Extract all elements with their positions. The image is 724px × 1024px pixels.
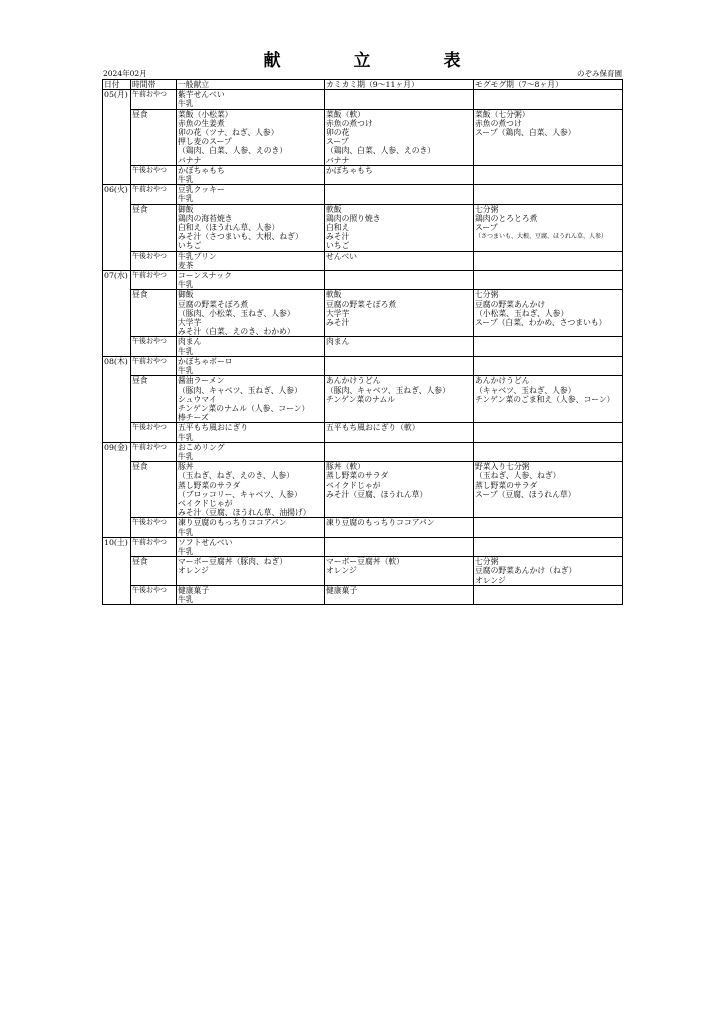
menu-item: オレンジ: [326, 566, 357, 576]
menu-item: 大学芋: [178, 318, 202, 328]
menu-cell-general: [177, 271, 325, 290]
menu-cell-general: [177, 204, 325, 251]
menu-item: コーンスナック: [178, 271, 232, 281]
menu-item: おこめリング: [178, 442, 225, 452]
time-slot: 午後おやつ: [131, 165, 177, 184]
menu-cell-mogumogu: [474, 518, 623, 537]
menu-cell-general: [177, 290, 325, 337]
menu-item: （鶏肉、白菜、人参、えのき）: [178, 146, 288, 156]
menu-cell-mogumogu: [474, 185, 623, 204]
menu-cell-kamikami: [325, 165, 474, 184]
menu-item: チンゲン菜のナムル: [326, 394, 396, 404]
menu-item: マーボー豆腐丼（軟）: [326, 557, 404, 567]
menu-item: 牛乳: [178, 594, 194, 604]
menu-item: 赤魚の煮つけ: [475, 118, 522, 128]
menu-item: チンゲン菜のごま和え（人参、コーン）: [475, 394, 615, 404]
time-slot: 午前おやつ: [131, 356, 177, 375]
header-row: [103, 80, 623, 90]
menu-item: 軟飯: [326, 204, 342, 214]
menu-item: スープ: [475, 223, 498, 233]
menu-item: 鶏肉の海苔焼き: [178, 213, 233, 223]
menu-item: 蒸し野菜のサラダ: [475, 480, 538, 490]
day-label: 05(月): [103, 90, 131, 185]
menu-item: みそ汁（白菜、えのき、わかめ）: [178, 327, 295, 337]
time-slot: 午前おやつ: [131, 537, 177, 556]
menu-item: かぼちゃボーロ: [178, 356, 233, 366]
menu-cell-kamikami: [325, 90, 474, 109]
menu-cell-mogumogu: [474, 462, 623, 518]
menu-item: みそ汁: [326, 318, 350, 328]
menu-item: バナナ: [326, 155, 350, 165]
menu-item: いちご: [326, 241, 350, 251]
menu-item: 牛乳: [178, 546, 194, 556]
table-row: [103, 109, 623, 165]
menu-cell-kamikami: [325, 557, 474, 586]
table-row: [103, 251, 623, 270]
menu-cell-kamikami: [325, 251, 474, 270]
menu-item: 豆腐の野菜そぼろ煮: [326, 299, 397, 309]
menu-item: 豚丼（軟）: [326, 462, 365, 472]
menu-item: 卯の花: [326, 128, 350, 138]
menu-table: [102, 79, 623, 605]
table-row: [103, 376, 623, 423]
menu-cell-kamikami: [325, 204, 474, 251]
menu-item: 豚丼: [178, 462, 194, 472]
menu-item: 七分粥: [475, 290, 499, 300]
time-slot: 昼食: [131, 290, 177, 337]
menu-cell-kamikami: [325, 442, 474, 461]
menu-item: スープ（豆腐、ほうれん草）: [475, 489, 576, 499]
menu-cell-general: [177, 442, 325, 461]
menu-item: スープ: [326, 137, 349, 147]
menu-item: 豆腐の野菜あんかけ: [475, 299, 546, 309]
header-meta: [103, 68, 622, 79]
menu-item: 蒸し野菜のサラダ: [178, 480, 241, 490]
menu-cell-general: [177, 90, 325, 109]
menu-cell-kamikami: [325, 518, 474, 537]
table-row: [103, 518, 623, 537]
menu-item: 鶏肉の照り焼き: [326, 213, 381, 223]
menu-cell-general: [177, 165, 325, 184]
time-slot: 昼食: [131, 204, 177, 251]
menu-cell-mogumogu: [474, 251, 623, 270]
menu-item: みそ汁（豆腐、ほうれん草）: [326, 489, 428, 499]
menu-cell-general: [177, 376, 325, 423]
table-row: [103, 585, 623, 604]
menu-cell-mogumogu: [474, 204, 623, 251]
menu-cell-kamikami: [325, 376, 474, 423]
menu-item: チンゲン菜のナムル（人参、コーン）: [178, 403, 310, 413]
menu-item: 御飯: [178, 204, 194, 214]
menu-cell-general: [177, 585, 325, 604]
menu-cell-mogumogu: [474, 290, 623, 337]
menu-item: オレンジ: [475, 575, 506, 585]
menu-item: ソフトせんべい: [178, 537, 233, 547]
header-day: 日付: [103, 80, 131, 90]
time-slot: 午後おやつ: [131, 585, 177, 604]
menu-item: （小松菜、玉ねぎ、人参）: [475, 308, 569, 318]
time-slot: 午前おやつ: [131, 185, 177, 204]
table-row: [103, 185, 623, 204]
header-mogumogu: モグモグ期（7～8ヶ月）: [474, 80, 623, 90]
menu-item: マーボー豆腐丼（豚肉、ねぎ）: [178, 557, 288, 567]
header-kamikami: カミカミ期（9～11ヶ月）: [325, 80, 474, 90]
menu-item: 御飯: [178, 290, 194, 300]
header-general: 一般献立: [177, 80, 325, 90]
menu-item: 赤魚の生姜煮: [178, 118, 225, 128]
menu-item: かぼちゃもち: [178, 165, 225, 175]
menu-cell-general: [177, 185, 325, 204]
menu-item: あんかけうどん: [326, 376, 381, 386]
menu-item: スープ（白菜、わかめ、さつまいも）: [475, 318, 607, 328]
menu-cell-kamikami: [325, 337, 474, 356]
table-row: [103, 165, 623, 184]
menu-item: （豚肉、キャベツ、玉ねぎ、人参）: [326, 385, 450, 395]
time-slot: 昼食: [131, 376, 177, 423]
menu-cell-kamikami: [325, 423, 474, 442]
menu-item: 牛乳プリン: [178, 251, 217, 261]
menu-item: シュウマイ: [178, 394, 217, 404]
menu-item: 健康菓子: [326, 585, 358, 595]
menu-item: 七分粥: [475, 557, 499, 567]
time-slot: 午後おやつ: [131, 251, 177, 270]
menu-item: 大学芋: [326, 308, 350, 318]
menu-item: 牛乳: [178, 346, 194, 356]
menu-item: 五平もち風おにぎり: [178, 423, 249, 433]
time-slot: 午前おやつ: [131, 271, 177, 290]
menu-cell-general: [177, 537, 325, 556]
table-row: [103, 90, 623, 109]
menu-item: 牛乳: [178, 194, 194, 204]
menu-item: 豆腐の野菜そぼろ煮: [178, 299, 249, 309]
menu-cell-mogumogu: [474, 557, 623, 586]
menu-cell-mogumogu: [474, 442, 623, 461]
menu-cell-kamikami: [325, 109, 474, 165]
menu-item: 紫芋せんべい: [178, 90, 225, 100]
menu-item: オレンジ: [178, 566, 209, 576]
table-row: [103, 537, 623, 556]
menu-item: 豆乳クッキー: [178, 185, 225, 195]
day-label: 08(木): [103, 356, 131, 442]
time-slot: 午前おやつ: [131, 90, 177, 109]
menu-item: 五平もち風おにぎり（軟）: [326, 423, 420, 433]
menu-item: 卯の花（ツナ、ねぎ、人参）: [178, 128, 279, 138]
menu-cell-general: [177, 337, 325, 356]
menu-item: 健康菓子: [178, 585, 210, 595]
menu-item: 菜飯（小松菜）: [178, 109, 233, 119]
menu-item: 牛乳: [178, 432, 194, 442]
menu-item: 軟飯: [326, 290, 342, 300]
menu-item: （豚肉、キャベツ、玉ねぎ、人参）: [178, 385, 302, 395]
menu-cell-mogumogu: [474, 90, 623, 109]
menu-cell-general: [177, 518, 325, 537]
menu-item: （玉ねぎ、ねぎ、えのき、人参）: [178, 471, 295, 481]
menu-cell-kamikami: [325, 185, 474, 204]
menu-cell-general: [177, 557, 325, 586]
menu-item: みそ汁: [326, 232, 350, 242]
menu-item: 麦茶: [178, 260, 194, 270]
menu-item: いちご: [178, 241, 202, 251]
menu-item: ベイクドじゃが: [326, 480, 381, 490]
menu-item: （鶏肉、白菜、人参、えのき）: [326, 146, 436, 156]
menu-cell-kamikami: [325, 290, 474, 337]
menu-item: （さつまいも、大根、豆腐、ほうれん草、人参）: [475, 233, 608, 241]
menu-item: 菜飯（軟）: [326, 109, 365, 119]
day-label: 10(土): [103, 537, 131, 604]
menu-item: 蒸し野菜のサラダ: [326, 471, 389, 481]
menu-item: 牛乳: [178, 451, 194, 461]
menu-item: 七分粥: [475, 204, 499, 214]
menu-item: バナナ: [178, 155, 202, 165]
menu-cell-mogumogu: [474, 109, 623, 165]
menu-item: （豚肉、小松菜、玉ねぎ、人参）: [178, 308, 295, 318]
menu-body: [103, 90, 623, 605]
menu-item: ベイクドじゃが: [178, 498, 233, 508]
menu-item: （玉ねぎ、人参、ねぎ）: [475, 471, 561, 481]
time-slot: 昼食: [131, 462, 177, 518]
menu-cell-mogumogu: [474, 165, 623, 184]
menu-item: スープ（鶏肉、白菜、人参）: [475, 128, 576, 138]
time-slot: 午後おやつ: [131, 337, 177, 356]
menu-cell-mogumogu: [474, 537, 623, 556]
menu-cell-kamikami: [325, 537, 474, 556]
table-row: [103, 356, 623, 375]
menu-item: 棒チーズ: [178, 413, 209, 423]
time-slot: 午後おやつ: [131, 423, 177, 442]
school-name: のぞみ保育園: [577, 69, 622, 78]
menu-item: 豆腐の野菜あんかけ（ねぎ）: [475, 566, 577, 576]
menu-item: （キャベツ、玉ねぎ、人参）: [475, 385, 576, 395]
table-row: [103, 423, 623, 442]
day-label: 09(金): [103, 442, 131, 537]
table-row: [103, 337, 623, 356]
day-label: 07(水): [103, 271, 131, 357]
menu-cell-mogumogu: [474, 376, 623, 423]
menu-cell-mogumogu: [474, 337, 623, 356]
time-slot: 午後おやつ: [131, 518, 177, 537]
menu-item: 牛乳: [178, 175, 194, 185]
time-slot: 昼食: [131, 557, 177, 586]
menu-item: 白和え（ほうれん草、人参）: [178, 223, 280, 233]
menu-item: 菜飯（七分粥）: [475, 109, 530, 119]
menu-cell-mogumogu: [474, 271, 623, 290]
menu-item: 牛乳: [178, 99, 194, 109]
menu-cell-general: [177, 251, 325, 270]
menu-cell-kamikami: [325, 356, 474, 375]
table-row: [103, 462, 623, 518]
menu-item: みそ汁（さつまいも、大根、ねぎ）: [178, 232, 303, 242]
menu-item: あんかけうどん: [475, 376, 530, 386]
page-title: 献 立 表: [263, 51, 489, 71]
menu-cell-general: [177, 356, 325, 375]
menu-cell-mogumogu: [474, 356, 623, 375]
table-row: [103, 271, 623, 290]
menu-item: 牛乳: [178, 280, 194, 290]
menu-cell-general: [177, 109, 325, 165]
menu-item: 肉まん: [178, 337, 202, 347]
menu-cell-kamikami: [325, 462, 474, 518]
menu-item: （ブロッコリー、キャベツ、人参）: [178, 489, 302, 499]
menu-item: みそ汁（豆腐、ほうれん草、油揚げ）: [178, 508, 311, 518]
menu-cell-kamikami: [325, 271, 474, 290]
table-row: [103, 557, 623, 586]
table-row: [103, 204, 623, 251]
header-time: 時間帯: [131, 80, 177, 90]
menu-item: 野菜入り七分粥: [475, 462, 530, 472]
menu-cell-mogumogu: [474, 585, 623, 604]
menu-item: 牛乳: [178, 366, 194, 376]
table-row: [103, 290, 623, 337]
menu-cell-general: [177, 423, 325, 442]
day-label: 06(火): [103, 185, 131, 271]
time-slot: 午前おやつ: [131, 442, 177, 461]
menu-item: せんべい: [326, 251, 358, 261]
menu-cell-mogumogu: [474, 423, 623, 442]
menu-item: 押し麦のスープ: [178, 137, 232, 147]
menu-item: 白和え: [326, 223, 350, 233]
menu-item: 赤魚の煮つけ: [326, 118, 373, 128]
table-row: [103, 442, 623, 461]
menu-item: 凍り豆腐のもっちりココアパン: [178, 518, 287, 528]
menu-item: 鶏肉のとろとろ煮: [475, 213, 538, 223]
menu-item: 醤油ラーメン: [178, 376, 225, 386]
menu-date: 2024年02月: [103, 69, 147, 78]
menu-item: 凍り豆腐のもっちりココアパン: [326, 518, 435, 528]
menu-cell-general: [177, 462, 325, 518]
menu-cell-kamikami: [325, 585, 474, 604]
menu-item: 牛乳: [178, 527, 194, 537]
time-slot: 昼食: [131, 109, 177, 165]
menu-item: かぼちゃもち: [326, 165, 373, 175]
menu-item: 肉まん: [326, 337, 350, 347]
